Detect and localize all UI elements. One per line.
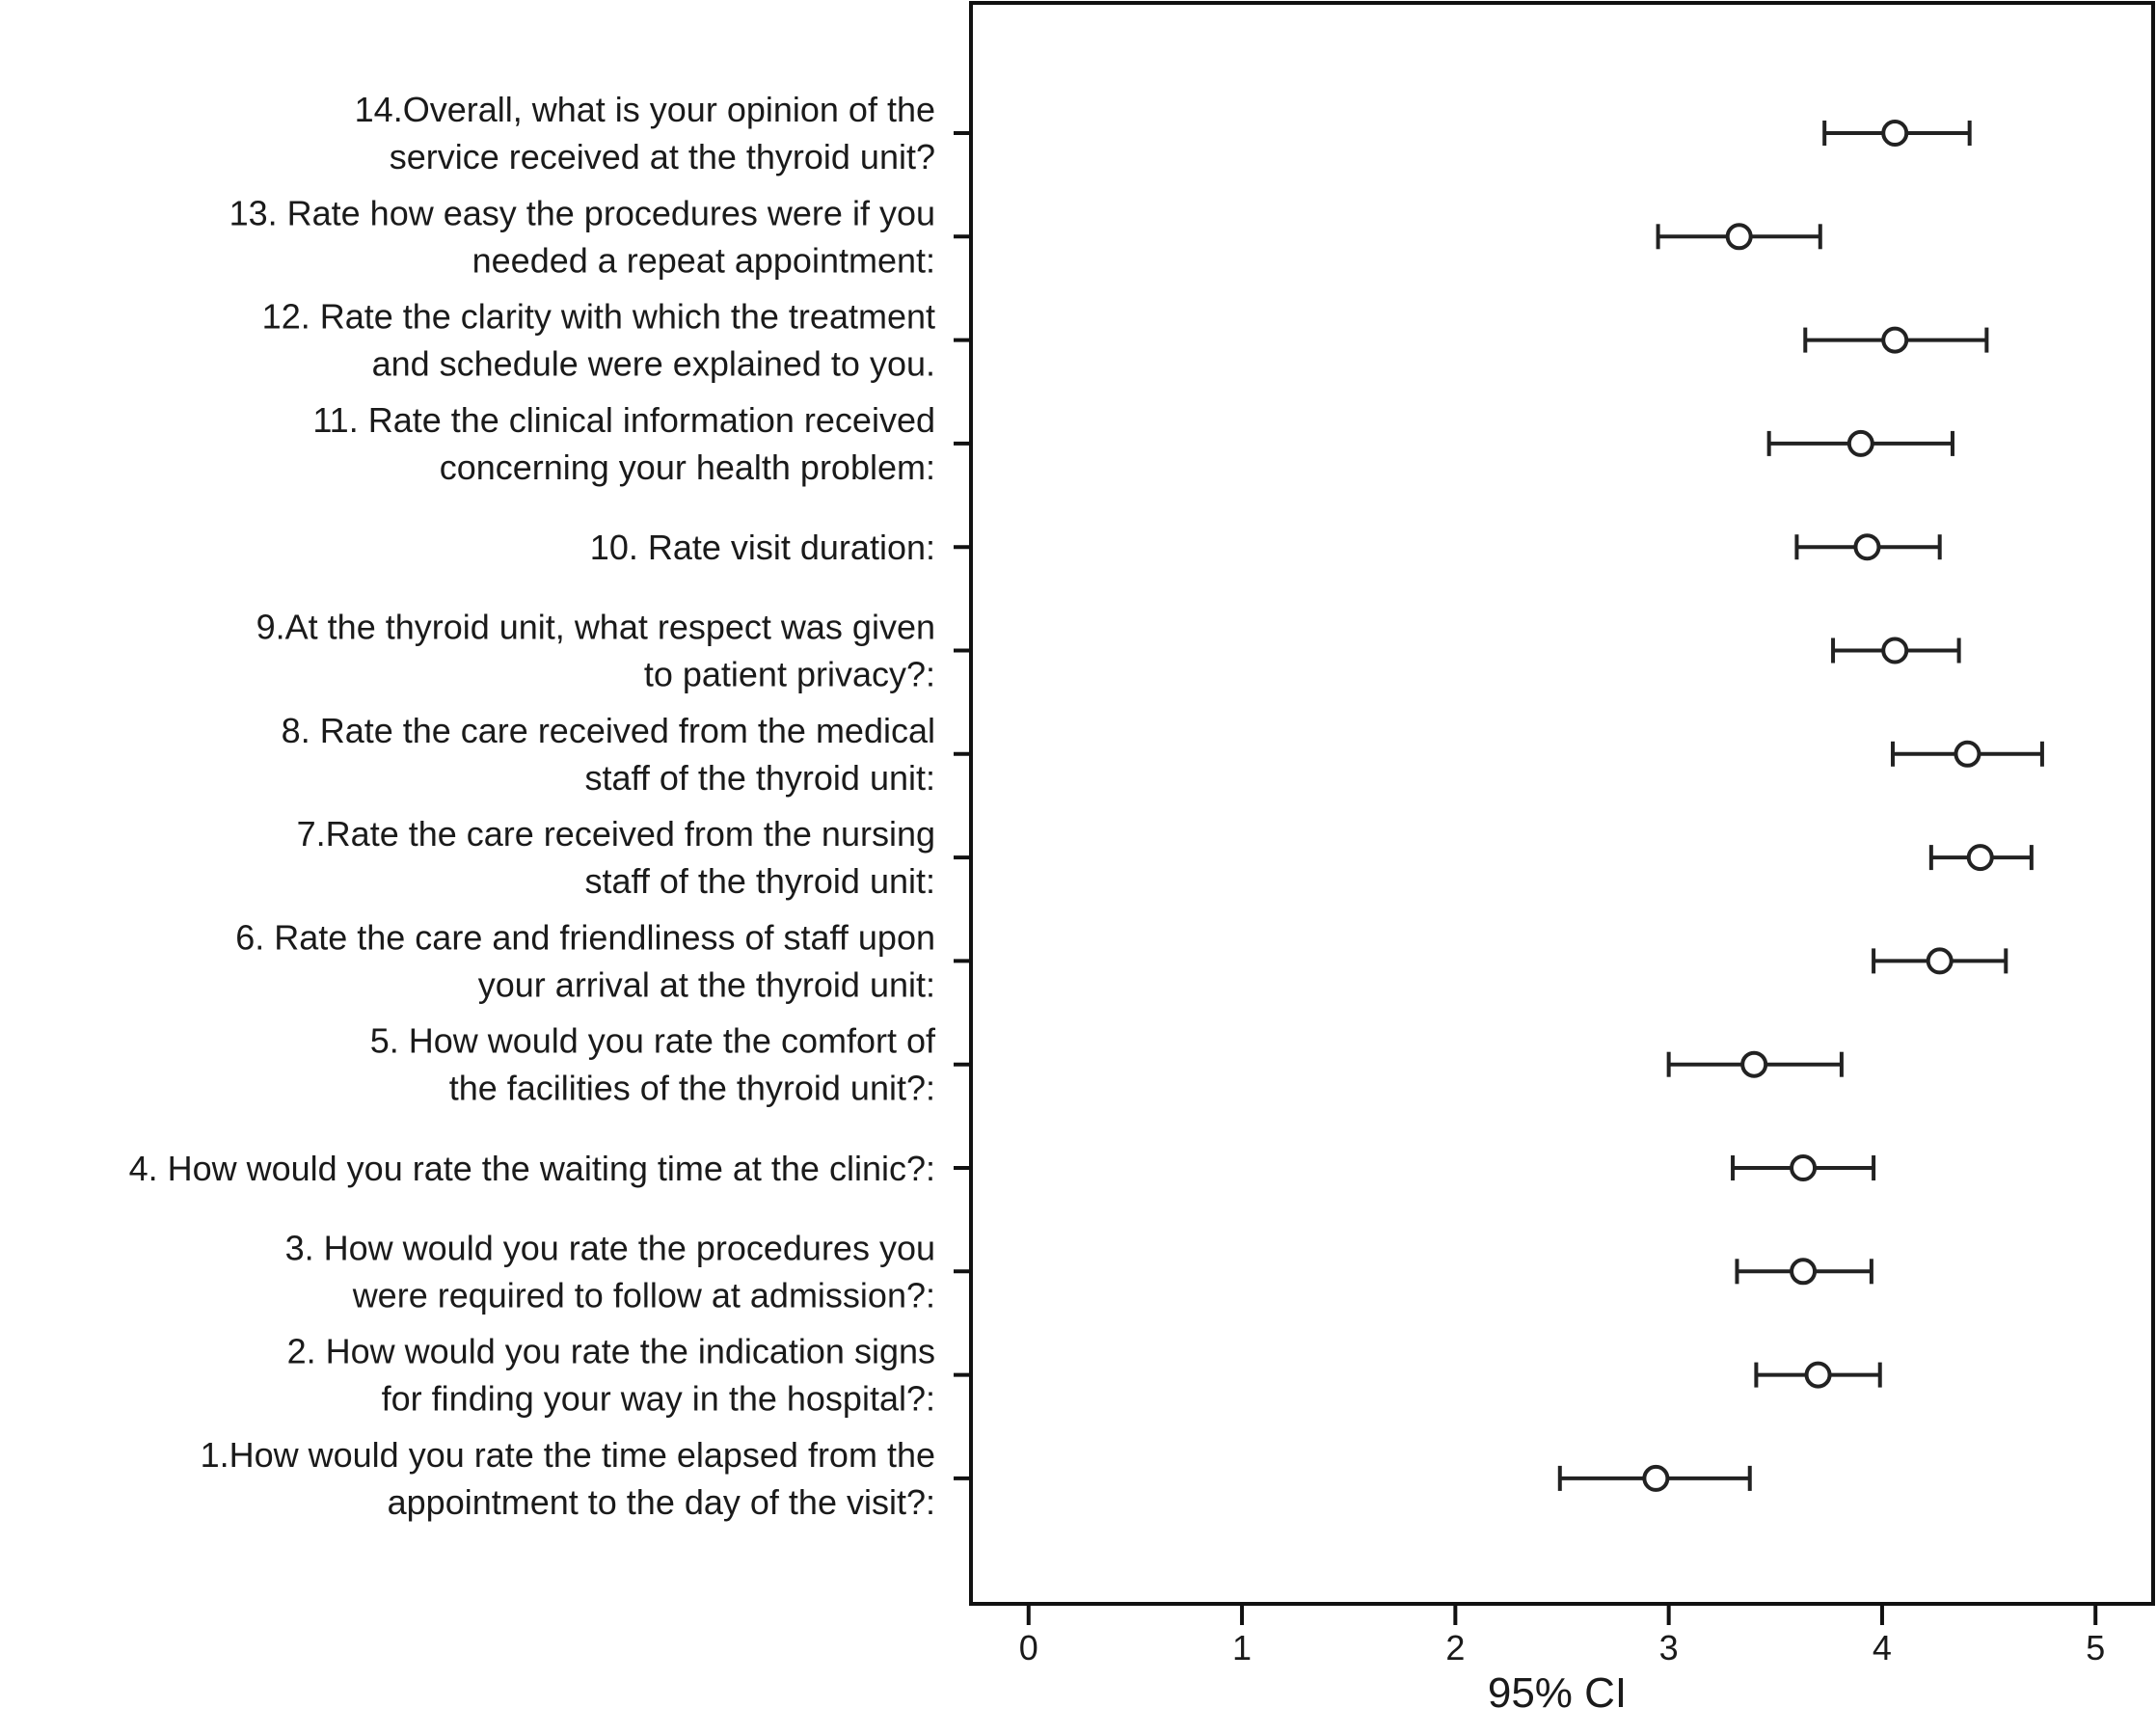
- mean-marker: [1855, 535, 1878, 558]
- mean-marker: [1728, 225, 1751, 248]
- x-axis-ticks: [1019, 1604, 2106, 1667]
- mean-marker: [1883, 329, 1906, 352]
- category-label: staff of the thyroid unit:: [584, 757, 935, 798]
- category-label: 7.Rate the care received from the nursing: [296, 814, 935, 854]
- plot-frame: [971, 3, 2153, 1604]
- x-tick-label: 4: [1872, 1628, 1892, 1667]
- category-label: 13. Rate how easy the procedures were if you: [229, 193, 935, 233]
- x-tick-label: 0: [1018, 1628, 1038, 1667]
- category-labels: [129, 90, 936, 1522]
- x-tick-label: 1: [1232, 1628, 1253, 1667]
- mean-marker: [1849, 432, 1873, 455]
- category-label: 2. How would you rate the indication signs: [286, 1331, 935, 1371]
- category-label: 11. Rate the clinical information received: [312, 399, 935, 440]
- x-tick-label: 5: [2086, 1628, 2106, 1667]
- category-label: 4. How would you rate the waiting time at the clinic?:: [128, 1149, 935, 1188]
- mean-marker: [1883, 639, 1906, 663]
- mean-marker: [1792, 1260, 1815, 1283]
- category-axis-ticks: [954, 133, 971, 1478]
- category-label: 9.At the thyroid unit, what respect was given: [256, 607, 935, 647]
- category-label: the facilities of the thyroid unit?:: [448, 1068, 935, 1108]
- category-label: for finding your way in the hospital?:: [381, 1378, 935, 1419]
- confidence-intervals: [1560, 121, 2042, 1491]
- mean-marker: [1807, 1364, 1830, 1387]
- category-label: service received at the thyroid unit?: [389, 137, 935, 176]
- category-label: appointment to the day of the visit?:: [387, 1481, 935, 1522]
- mean-marker: [1955, 743, 1979, 766]
- category-label: 10. Rate visit duration:: [589, 528, 935, 568]
- category-label: 8. Rate the care received from the medical: [281, 710, 935, 750]
- category-label: 14.Overall, what is your opinion of the: [354, 90, 935, 129]
- category-label: staff of the thyroid unit:: [584, 861, 935, 902]
- mean-marker: [1742, 1053, 1765, 1076]
- category-label: 1.How would you rate the time elapsed from the: [200, 1434, 935, 1475]
- category-label: to patient privacy?:: [643, 654, 935, 694]
- category-label: 3. How would you rate the procedures you: [284, 1228, 935, 1268]
- category-label: 12. Rate the clarity with which the treatment: [261, 296, 935, 337]
- x-tick-label: 3: [1658, 1628, 1679, 1667]
- category-label: and schedule were explained to you.: [371, 343, 935, 384]
- mean-marker: [1969, 846, 1992, 869]
- mean-marker: [1928, 949, 1952, 972]
- mean-marker: [1883, 122, 1906, 145]
- category-label: concerning your health problem:: [439, 447, 935, 487]
- category-label: 5. How would you rate the comfort of: [369, 1020, 935, 1061]
- mean-marker: [1644, 1467, 1667, 1490]
- x-tick-label: 2: [1445, 1628, 1466, 1667]
- category-label: your arrival at the thyroid unit:: [477, 964, 935, 1005]
- category-label: were required to follow at admission?:: [352, 1275, 935, 1315]
- category-label: needed a repeat appointment:: [472, 240, 935, 281]
- category-label: 6. Rate the care and friendliness of staff upon: [235, 917, 935, 958]
- x-axis-title: 95% CI: [1487, 1669, 1628, 1717]
- mean-marker: [1792, 1156, 1815, 1179]
